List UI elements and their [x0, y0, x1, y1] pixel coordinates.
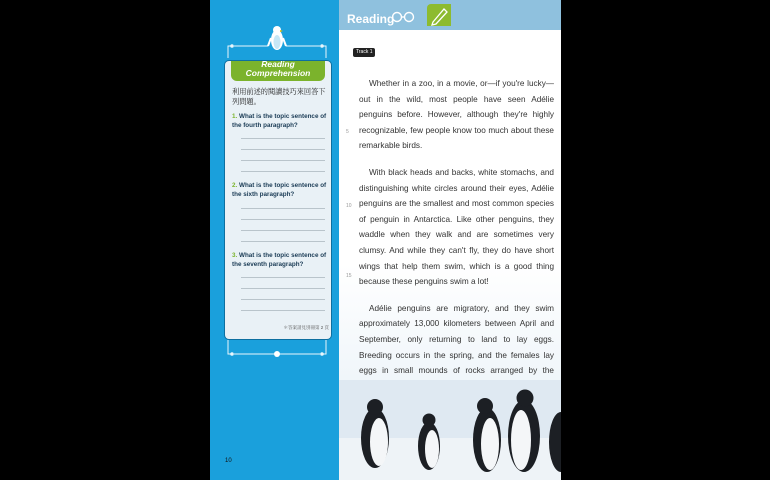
question-1: [232, 112, 328, 130]
answer-line[interactable]: [241, 208, 325, 209]
penguin-icon: [224, 24, 330, 60]
book-page: [210, 0, 561, 480]
answer-line[interactable]: [241, 171, 325, 172]
audio-track-badge[interactable]: Track 1: [353, 48, 375, 57]
card-ribbon: [231, 61, 325, 81]
question-3: [232, 251, 328, 269]
pen-badge: [427, 4, 451, 26]
answer-line[interactable]: [241, 241, 325, 242]
answer-footnote: ＊答案請見別冊第 2 頁: [283, 325, 329, 330]
line-number: 10: [346, 203, 352, 209]
answer-line[interactable]: [241, 277, 325, 278]
glasses-icon: [391, 11, 415, 23]
answer-line[interactable]: [241, 288, 325, 289]
answer-line[interactable]: [241, 138, 325, 139]
answer-line[interactable]: [241, 299, 325, 300]
line-number: 5: [346, 129, 349, 135]
card-title-line1: Reading: [261, 59, 295, 69]
answer-line[interactable]: [241, 230, 325, 231]
question-number: 2.: [232, 182, 238, 189]
answer-line[interactable]: [241, 149, 325, 150]
card-title-line2: Comprehension: [245, 68, 311, 78]
section-header: [339, 0, 561, 30]
paragraph-3: Adélie penguins are migratory, and they swim approximately 13,000 kilometers between April and September, only returning to land to lay eggs. Breeding occurs in the spring, and the females lay eggs in small mounds of rocks arranged by the: [359, 303, 554, 376]
answer-line[interactable]: [241, 310, 325, 311]
bracket-decoration-icon: [224, 338, 330, 362]
pen-icon: [427, 4, 451, 26]
page-number: 10: [225, 458, 232, 464]
section-label: Reading: [347, 12, 395, 26]
question-text: What is the topic sentence of the fourth paragraph?: [232, 113, 327, 129]
answer-line[interactable]: [241, 160, 325, 161]
question-2: [232, 181, 328, 199]
reading-column: [339, 0, 561, 480]
question-text: What is the topic sentence of the seventh paragraph?: [232, 252, 327, 268]
penguins-photo: [339, 380, 561, 480]
sidebar-column: [210, 0, 339, 480]
card-instructions: 利用前述的閱讀技巧來回答下列問題。: [232, 87, 326, 106]
question-number: 1.: [232, 113, 238, 120]
line-number: 15: [346, 273, 352, 279]
question-text: What is the topic sentence of the sixth paragraph?: [232, 182, 327, 198]
comprehension-card: [224, 60, 332, 340]
paragraph-2: With black heads and backs, white stomachs, and distinguishing white circles around their eyes, Adélie penguins are the smallest and most common species of penguin in Antarctica. Like other penguins, they waddle when they walk and are sometimes very clumsy. And while they can't fly, they do have short wings that help them swim, which is a good thing because these penguins swim a lot!: [359, 167, 554, 287]
answer-line[interactable]: [241, 219, 325, 220]
paragraph-1: Whether in a zoo, in a movie, or—if you're lucky—out in the wild, most people have seen Adélie penguins before. However, although they're highly recognizable, few people know too much about these remarkable birds.: [359, 79, 554, 151]
question-number: 3.: [232, 252, 238, 259]
